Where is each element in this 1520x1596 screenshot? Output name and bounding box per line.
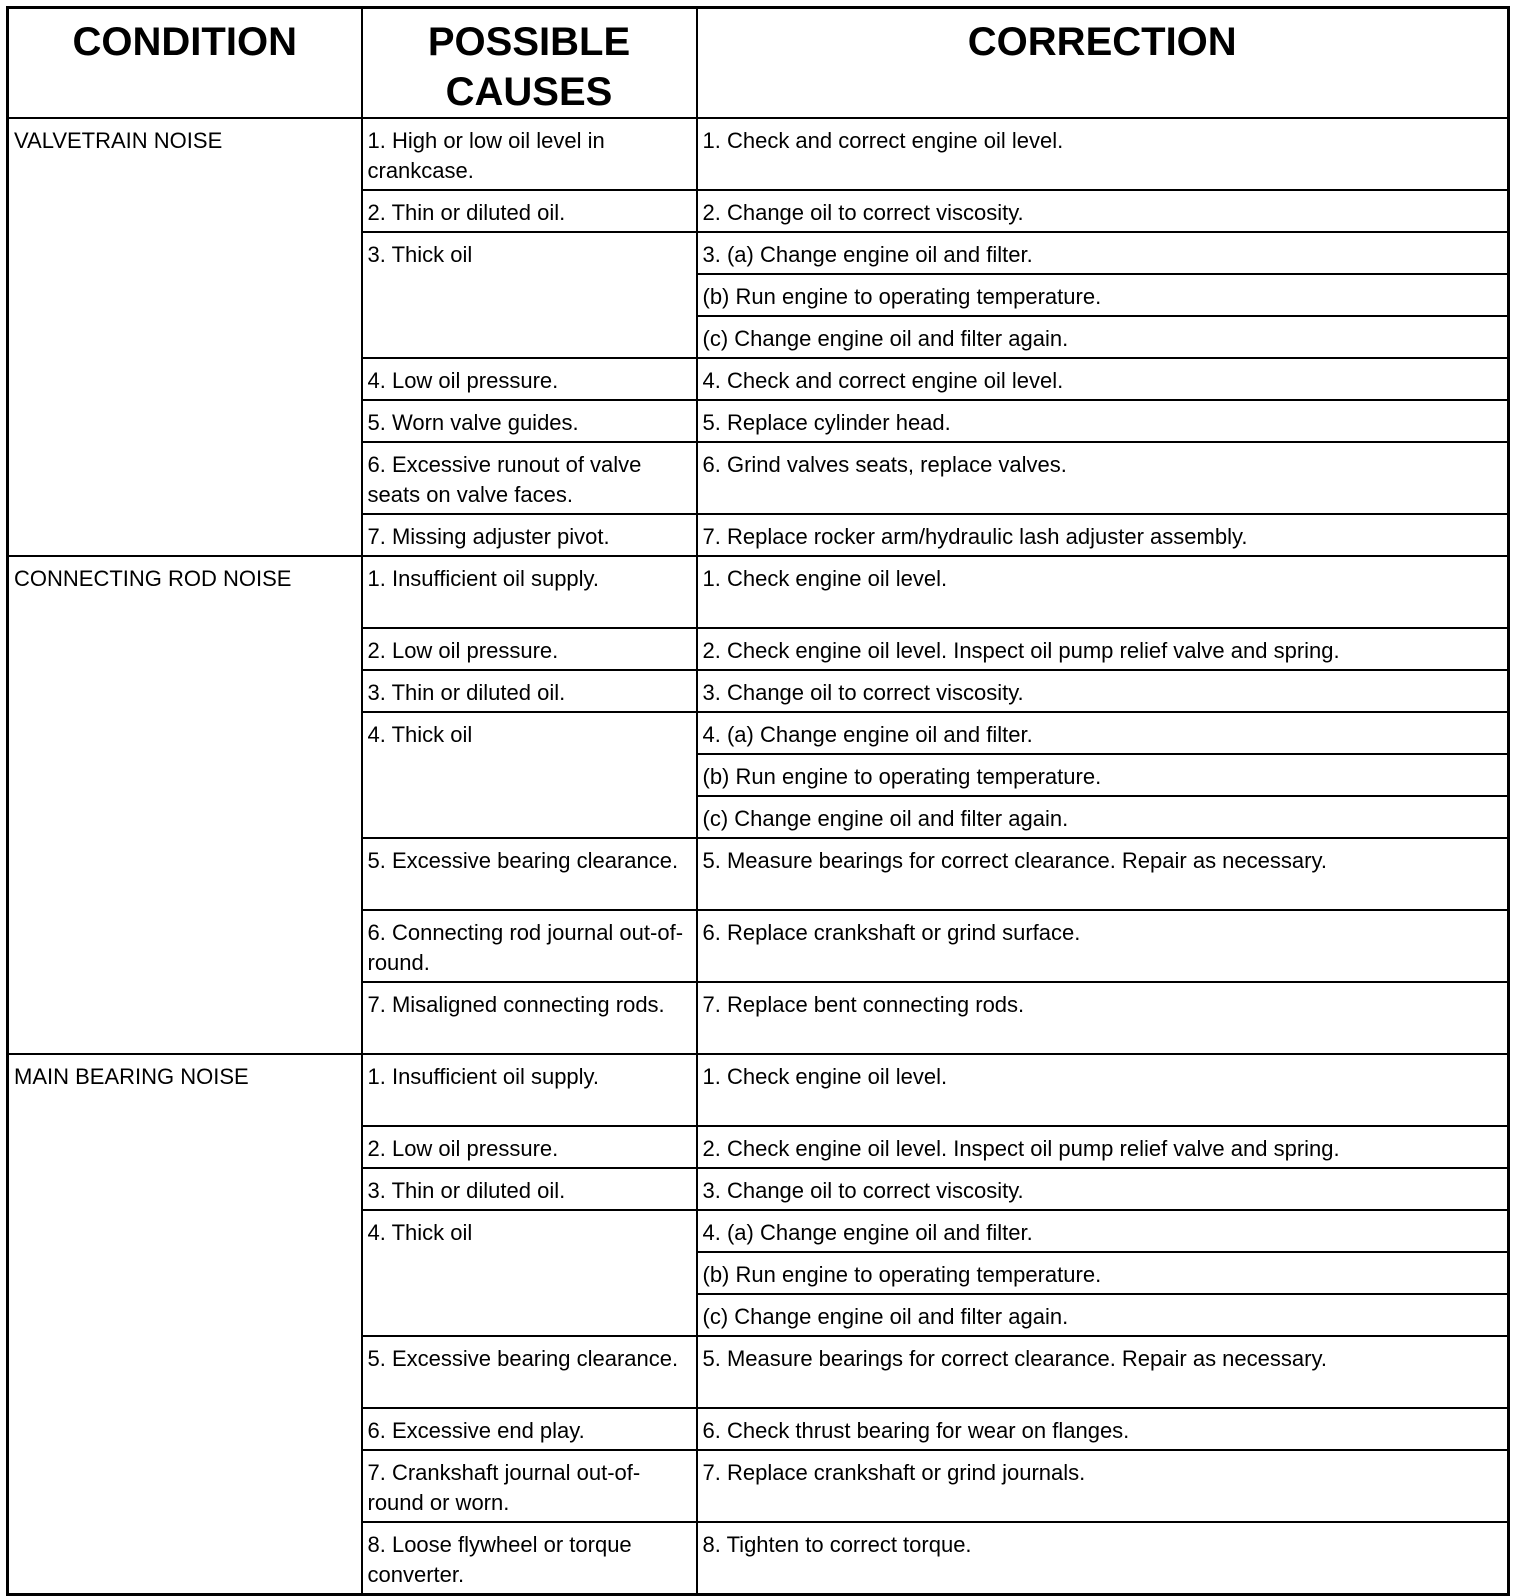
- table-row: [8, 1054, 1509, 1126]
- correction-cell: 2. Change oil to correct viscosity.: [697, 190, 1509, 232]
- correction-cell: (c) Change engine oil and filter again.: [697, 1294, 1509, 1336]
- correction-cell: 5. Measure bearings for correct clearance. Repair as necessary.: [697, 1336, 1509, 1408]
- cause-cell: 1. High or low oil level in crankcase.: [362, 118, 697, 190]
- condition-cell: VALVETRAIN NOISE: [8, 118, 362, 556]
- correction-cell: 4. Check and correct engine oil level.: [697, 358, 1509, 400]
- cause-cell: 7. Crankshaft journal out-of-round or worn.: [362, 1450, 697, 1522]
- correction-cell: 3. (a) Change engine oil and filter.: [697, 232, 1509, 274]
- correction-cell: 5. Replace cylinder head.: [697, 400, 1509, 442]
- correction-cell: 2. Check engine oil level. Inspect oil pump relief valve and spring.: [697, 1126, 1509, 1168]
- cause-cell: 1. Insufficient oil supply.: [362, 556, 697, 628]
- correction-cell: 7. Replace rocker arm/hydraulic lash adjuster assembly.: [697, 514, 1509, 556]
- correction-cell: 7. Replace bent connecting rods.: [697, 982, 1509, 1054]
- cause-cell: 7. Misaligned connecting rods.: [362, 982, 697, 1054]
- correction-cell: 4. (a) Change engine oil and filter.: [697, 712, 1509, 754]
- cause-cell: 5. Excessive bearing clearance.: [362, 838, 697, 910]
- cause-cell: 3. Thin or diluted oil.: [362, 670, 697, 712]
- cause-cell: 5. Excessive bearing clearance.: [362, 1336, 697, 1408]
- header-possible-causes: POSSIBLE CAUSES: [362, 8, 697, 119]
- diagnosis-table: [6, 6, 1510, 1596]
- table-row: [8, 556, 1509, 628]
- correction-cell: 8. Tighten to correct torque.: [697, 1522, 1509, 1594]
- cause-cell: 3. Thin or diluted oil.: [362, 1168, 697, 1210]
- header-row: [8, 8, 1509, 119]
- correction-cell: 1. Check engine oil level.: [697, 1054, 1509, 1126]
- correction-cell: (b) Run engine to operating temperature.: [697, 1252, 1509, 1294]
- header-condition: CONDITION: [8, 8, 362, 119]
- correction-cell: 2. Check engine oil level. Inspect oil pump relief valve and spring.: [697, 628, 1509, 670]
- cause-cell: 1. Insufficient oil supply.: [362, 1054, 697, 1126]
- header-correction: CORRECTION: [697, 8, 1509, 119]
- correction-cell: 6. Check thrust bearing for wear on flanges.: [697, 1408, 1509, 1450]
- cause-cell: 4. Low oil pressure.: [362, 358, 697, 400]
- cause-cell: 2. Thin or diluted oil.: [362, 190, 697, 232]
- correction-cell: 5. Measure bearings for correct clearance. Repair as necessary.: [697, 838, 1509, 910]
- cause-cell: 2. Low oil pressure.: [362, 1126, 697, 1168]
- correction-cell: (b) Run engine to operating temperature.: [697, 754, 1509, 796]
- correction-cell: (b) Run engine to operating temperature.: [697, 274, 1509, 316]
- cause-cell: 6. Connecting rod journal out-of-round.: [362, 910, 697, 982]
- correction-cell: (c) Change engine oil and filter again.: [697, 796, 1509, 838]
- condition-cell: CONNECTING ROD NOISE: [8, 556, 362, 1054]
- correction-cell: (c) Change engine oil and filter again.: [697, 316, 1509, 358]
- cause-cell: 6. Excessive end play.: [362, 1408, 697, 1450]
- cause-cell: 7. Missing adjuster pivot.: [362, 514, 697, 556]
- correction-cell: 3. Change oil to correct viscosity.: [697, 670, 1509, 712]
- correction-cell: 6. Replace crankshaft or grind surface.: [697, 910, 1509, 982]
- cause-cell: 5. Worn valve guides.: [362, 400, 697, 442]
- cause-cell: 4. Thick oil: [362, 712, 697, 838]
- table-body: [8, 118, 1509, 1594]
- correction-cell: 7. Replace crankshaft or grind journals.: [697, 1450, 1509, 1522]
- cause-cell: 3. Thick oil: [362, 232, 697, 358]
- condition-cell: MAIN BEARING NOISE: [8, 1054, 362, 1594]
- correction-cell: 3. Change oil to correct viscosity.: [697, 1168, 1509, 1210]
- cause-cell: 6. Excessive runout of valve seats on valve faces.: [362, 442, 697, 514]
- correction-cell: 6. Grind valves seats, replace valves.: [697, 442, 1509, 514]
- table-row: [8, 118, 1509, 190]
- correction-cell: 1. Check and correct engine oil level.: [697, 118, 1509, 190]
- correction-cell: 1. Check engine oil level.: [697, 556, 1509, 628]
- correction-cell: 4. (a) Change engine oil and filter.: [697, 1210, 1509, 1252]
- cause-cell: 2. Low oil pressure.: [362, 628, 697, 670]
- cause-cell: 8. Loose flywheel or torque converter.: [362, 1522, 697, 1594]
- cause-cell: 4. Thick oil: [362, 1210, 697, 1336]
